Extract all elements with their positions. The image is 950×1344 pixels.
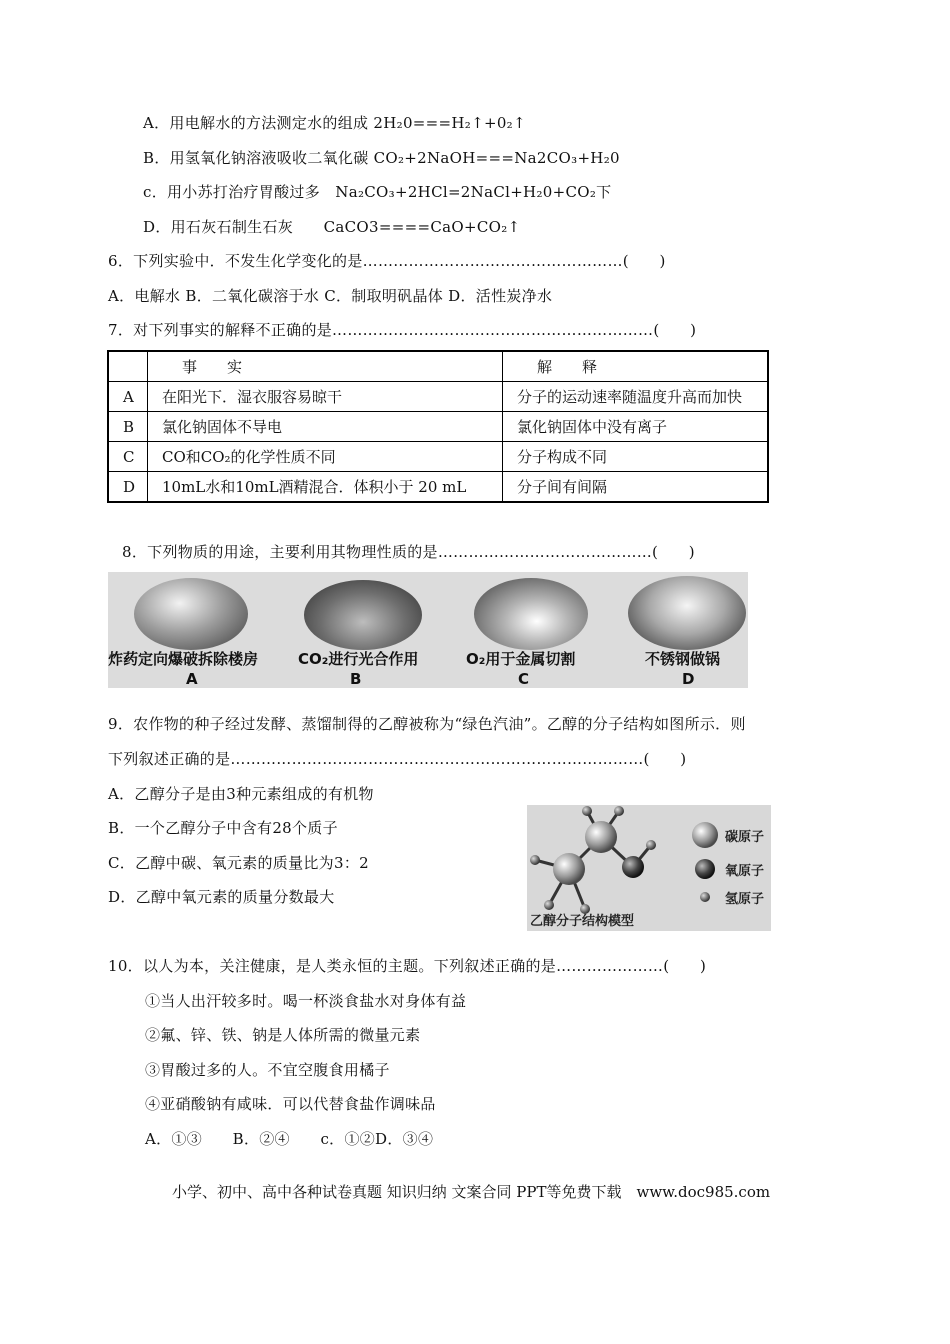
row-fact: 氯化钠固体不导电 — [148, 412, 503, 442]
hydrogen-atom — [614, 806, 624, 816]
q9-stem-line2: 下列叙述正确的是………………………………………………………………………( ) — [108, 750, 687, 768]
table-row — [108, 412, 768, 442]
q8-letter-b: B — [350, 670, 362, 688]
metal-cutting-photo — [474, 578, 588, 650]
oxygen-atom — [622, 856, 644, 878]
q5-option-d: D．用石灰石制生石灰 CaCO3====CaO+CO₂↑ — [143, 218, 521, 236]
q7-stem: 7．对下列事实的解释不正确的是………………………………………………………( ) — [108, 321, 697, 339]
hydrogen-atom — [582, 806, 592, 816]
q10-item-3: ③胃酸过多的人。不宜空腹食用橘子 — [145, 1061, 390, 1079]
q10-item-4: ④亚硝酸钠有咸味．可以代替食盐作调味品 — [145, 1095, 436, 1113]
q9-option-a: A．乙醇分子是由3种元素组成的有机物 — [108, 785, 374, 803]
row-label: B — [108, 412, 148, 442]
table-header-explain: 解 释 — [503, 351, 769, 382]
forest-photo — [304, 580, 422, 650]
table-header-row — [108, 351, 768, 382]
q8-letter-d: D — [682, 670, 695, 688]
q8-caption-b: CO₂进行光合作用 — [298, 650, 419, 668]
q10-item-2: ②氟、锌、铁、钠是人体所需的微量元素 — [145, 1026, 421, 1044]
row-label: A — [108, 382, 148, 412]
model-caption: 乙醇分子结构模型 — [530, 914, 635, 929]
legend-hydrogen-label: 氢原子 — [725, 892, 765, 907]
carbon-atom — [553, 853, 585, 885]
q10-item-1: ①当人出汗较多时。喝一杯淡食盐水对身体有益 — [145, 992, 467, 1010]
table-row — [108, 472, 768, 503]
q8-caption-c: O₂用于金属切割 — [466, 650, 576, 668]
steel-pot-photo — [628, 576, 746, 650]
row-fact: 在阳光下．湿衣服容易晾干 — [148, 382, 503, 412]
q8-letter-a: A — [186, 670, 198, 688]
legend-oxygen-label: 氧原子 — [725, 864, 765, 879]
row-explain: 分子构成不同 — [503, 442, 769, 472]
row-explain: 分子间有间隔 — [503, 472, 769, 503]
row-explain: 分子的运动速率随温度升高而加快 — [503, 382, 769, 412]
row-fact: 10mL水和10mL酒精混合．体积小于 20 mL — [148, 472, 503, 503]
table-header-fact: 事 实 — [148, 351, 503, 382]
q8-caption-a: 炸药定向爆破拆除楼房 — [108, 650, 259, 668]
q9-option-b: B．一个乙醇分子中含有28个质子 — [108, 819, 338, 837]
hydrogen-atom — [646, 840, 656, 850]
q6-options: A．电解水 B．二氧化碳溶于水 C．制取明矾晶体 D．活性炭净水 — [108, 287, 553, 305]
q9-option-c: C．乙醇中碳、氧元素的质量比为3：2 — [108, 854, 369, 872]
carbon-atom — [585, 821, 617, 853]
q5-option-c: c．用小苏打治疗胃酸过多 Na₂CO₃+2HCl=2NaCl+H₂0+CO₂下 — [143, 183, 612, 201]
q7-table — [107, 350, 769, 503]
table-row — [108, 382, 768, 412]
q8-letter-c: C — [518, 670, 530, 688]
q5-option-a: A．用电解水的方法测定水的组成 2H₂0===H₂↑+0₂↑ — [143, 114, 526, 132]
q9-option-d: D．乙醇中氧元素的质量分数最大 — [108, 888, 335, 906]
q8-caption-d: 不锈钢做锅 — [645, 650, 721, 668]
q8-image-strip — [108, 572, 748, 688]
q10-options: A．①③ B．②④ c．①②D．③④ — [145, 1130, 434, 1148]
legend-carbon-swatch — [692, 822, 718, 848]
hydrogen-atom — [544, 900, 554, 910]
row-explain: 氯化钠固体中没有离子 — [503, 412, 769, 442]
row-label: D — [108, 472, 148, 503]
ethanol-model-figure — [527, 805, 771, 931]
legend-oxygen-swatch — [695, 859, 715, 879]
table-row — [108, 442, 768, 472]
hydrogen-atom — [530, 855, 540, 865]
row-label: C — [108, 442, 148, 472]
row-fact: CO和CO₂的化学性质不同 — [148, 442, 503, 472]
page-footer: 小学、初中、高中各种试卷真题 知识归纳 文案合同 PPT等免费下载 www.doc985.com — [172, 1183, 771, 1201]
q9-stem-line1: 9．农作物的种子经过发酵、蒸馏制得的乙醇被称为“绿色汽油”。乙醇的分子结构如图所示．则 — [108, 715, 746, 733]
legend-carbon-label: 碳原子 — [725, 830, 765, 845]
table-corner-cell — [108, 351, 148, 382]
q8-stem: 8．下列物质的用途，主要利用其物理性质的是……………………………………( ) — [122, 543, 695, 561]
q5-option-b: B．用氢氧化钠溶液吸收二氧化碳 CO₂+2NaOH===Na2CO₃+H₂0 — [143, 149, 620, 167]
q10-stem: 10．以人为本，关注健康，是人类永恒的主题。下列叙述正确的是…………………( ) — [108, 957, 707, 975]
legend-hydrogen-swatch — [700, 892, 710, 902]
q6-stem: 6．下列实验中．不发生化学变化的是……………………………………………( ) — [108, 252, 666, 270]
demolition-photo — [134, 578, 248, 650]
